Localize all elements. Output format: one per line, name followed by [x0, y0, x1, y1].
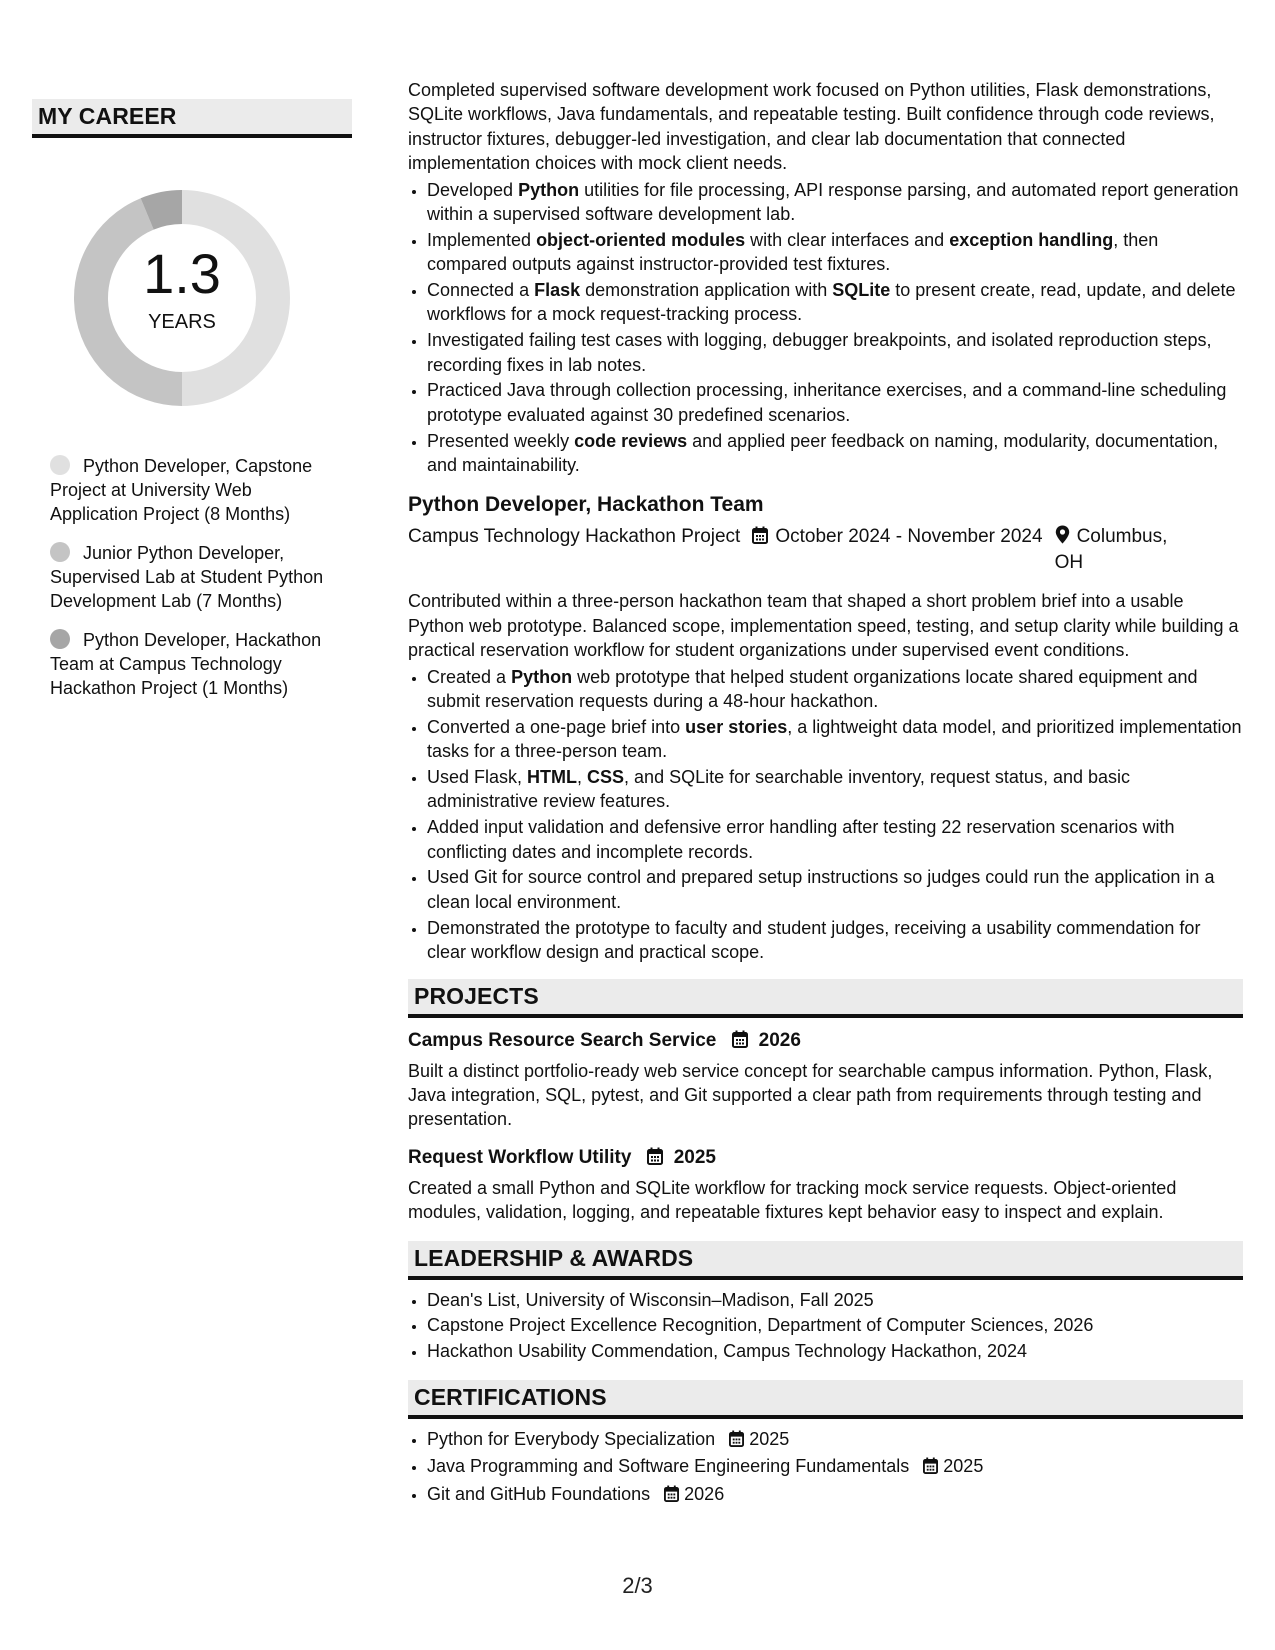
bullet-item: • Used Flask, HTML, CSS, and SQLite for searchable inventory, request status, and basic administrative review features. — [427, 765, 1243, 814]
certification-name: Python for Everybody Specialization — [427, 1428, 716, 1449]
award-item: • Hackathon Usability Commendation, Campus Technology Hackathon, 2024 — [427, 1339, 1243, 1363]
bullet-item: • Presented weekly code reviews and applied peer feedback on naming, modularity, documentation, and maintainability. — [427, 429, 1243, 478]
leadership-heading: LEADERSHIP & AWARDS — [408, 1241, 1243, 1280]
project-name: Campus Resource Search Service — [408, 1029, 717, 1051]
award-item: • Capstone Project Excellence Recognition, Department of Computer Sciences, 2026 — [427, 1313, 1243, 1337]
job2-location: Columbus, OH — [1054, 526, 1168, 574]
career-total-years: 1.3 — [143, 242, 221, 305]
calendar-icon — [729, 1429, 744, 1453]
certification-name: Java Programming and Software Engineering Fundamentals — [427, 1456, 910, 1477]
map-pin-icon — [1055, 525, 1070, 551]
legend-dot — [50, 455, 70, 475]
leadership-list — [408, 1288, 1243, 1364]
job1-summary: Completed supervised software development work focused on Python utilities, Flask demonstrations, SQLite workflows, Java fundamentals, and repeatable testing. Built confidence through code reviews, instructor fixtures, debugger-led investigation, and clear lab documentation that connected implementation choices with mock client needs. — [408, 80, 1215, 174]
project-year: 2025 — [673, 1146, 717, 1168]
bullet-item: • Developed Python utilities for file processing, API response parsing, and automated report generation within a supervised software development lab. — [427, 178, 1243, 227]
bullet-item: • Investigated failing test cases with logging, debugger breakpoints, and isolated reproduction steps, recording fixes in lab notes. — [427, 328, 1243, 377]
job2-title: Python Developer, Hackathon Team — [408, 493, 764, 517]
job2-location-wrap — [1055, 525, 1185, 575]
main-content — [408, 78, 1243, 1510]
career-heading: MY CAREER — [32, 99, 352, 138]
job2-summary: Contributed within a three-person hackathon team that shaped a short problem brief into a usable Python web prototype. Balanced scope, implementation speed, testing, and setup clarity while building a practical reservation workflow for student organizations under supervised event conditions. — [408, 591, 1239, 661]
page-number: 2/3 — [622, 1573, 653, 1598]
certification-item — [427, 1454, 1243, 1480]
career-years-unit: YEARS — [148, 311, 216, 333]
calendar-icon — [647, 1147, 663, 1173]
career-legend-text: Python Developer, Hackathon Team at Campus Technology Hackathon Project (1 Months) — [50, 630, 322, 698]
certification-item — [427, 1427, 1243, 1453]
bullet-item: • Implemented object-oriented modules with clear interfaces and exception handling, then compared outputs against instructor-provided test fixtures. — [427, 228, 1243, 277]
bullet-item: • Converted a one-page brief into user stories, a lightweight data model, and prioritized implementation tasks for a three-person team. — [427, 715, 1243, 764]
job2-dates-wrap — [752, 525, 1042, 575]
certification-year: 2025 — [943, 1456, 984, 1477]
certification-year: 2025 — [749, 1428, 790, 1449]
bullet-item: • Added input validation and defensive error handling after testing 22 reservation scenarios with conflicting dates and incomplete records. — [427, 815, 1243, 864]
project-description: Built a distinct portfolio-ready web service concept for searchable campus information. Python, Flask, Java integration, SQL, pytest, and Git supported a clear path from requirements through testing and presentation. — [408, 1060, 1213, 1130]
job2-meta — [408, 525, 1243, 575]
job2-dates: October 2024 - November 2024 — [775, 526, 1043, 548]
certifications-heading: CERTIFICATIONS — [408, 1380, 1243, 1419]
certification-name: Git and GitHub Foundations — [427, 1484, 651, 1505]
career-sidebar — [32, 99, 352, 715]
award-item: • Dean's List, University of Wisconsin–Madison, Fall 2025 — [427, 1288, 1243, 1312]
bullet-item: • Created a Python web prototype that helped student organizations locate shared equipment and submit reservation requests during a 48-hour hackathon. — [427, 665, 1243, 714]
calendar-icon — [732, 1030, 748, 1056]
certification-year: 2026 — [684, 1484, 725, 1505]
legend-dot — [50, 542, 70, 562]
project-name: Request Workflow Utility — [408, 1146, 632, 1168]
career-legend-item — [50, 454, 325, 526]
career-legend — [50, 454, 325, 700]
project-title-row — [408, 1028, 1243, 1056]
project-item — [408, 1028, 1243, 1132]
career-legend-item — [50, 541, 325, 613]
career-legend-text: Python Developer, Capstone Project at University Web Application Project (8 Months) — [50, 456, 313, 524]
project-description: Created a small Python and SQLite workflow for tracking mock service requests. Object-oriented modules, validation, logging, and repeatable fixtures kept behavior easy to inspect and explain. — [408, 1177, 1177, 1223]
bullet-item: • Demonstrated the prototype to faculty and student judges, receiving a usability commendation for clear workflow design and practical scope. — [427, 916, 1243, 965]
job2-org: Campus Technology Hackathon Project — [408, 526, 741, 548]
bullet-item: • Used Git for source control and prepared setup instructions so judges could run the application in a clean local environment. — [427, 865, 1243, 914]
project-year: 2026 — [758, 1029, 801, 1051]
calendar-icon — [752, 526, 768, 551]
certification-item — [427, 1482, 1243, 1508]
certifications-list — [408, 1427, 1243, 1509]
bullet-item: • Practiced Java through collection processing, inheritance exercises, and a command-line scheduling prototype evaluated against 30 predefined scenarios. — [427, 378, 1243, 427]
career-legend-item — [50, 628, 325, 700]
calendar-icon — [923, 1456, 938, 1480]
calendar-icon — [664, 1484, 679, 1508]
project-item — [408, 1145, 1243, 1225]
job1-bullets — [408, 178, 1243, 478]
project-title-row — [408, 1145, 1243, 1173]
career-donut — [62, 178, 302, 418]
job2-bullets — [408, 665, 1243, 965]
bullet-item: • Connected a Flask demonstration application with SQLite to present create, read, update, and delete workflows for a mock request-tracking process. — [427, 278, 1243, 327]
career-legend-text: Junior Python Developer, Supervised Lab at Student Python Development Lab (7 Months) — [50, 543, 324, 611]
legend-dot — [50, 629, 70, 649]
projects-heading: PROJECTS — [408, 979, 1243, 1018]
